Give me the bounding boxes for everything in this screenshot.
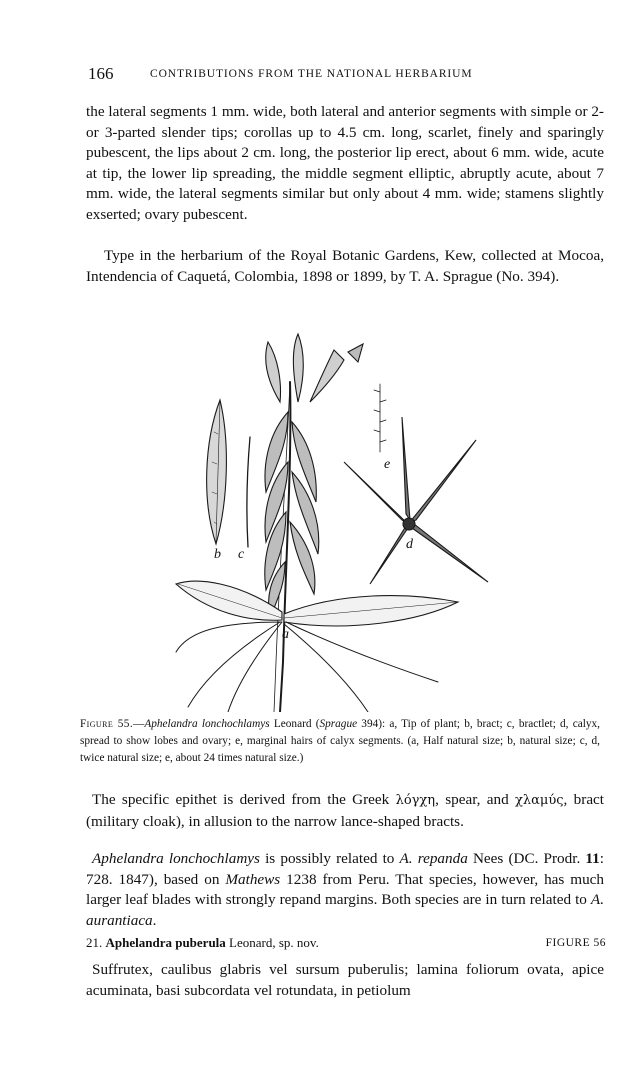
page-number: 166 — [88, 64, 114, 83]
species-heading — [86, 933, 606, 953]
species-name-lonchochlamys: Aphelandra lonchochlamys — [92, 850, 260, 867]
caption-author: Leonard ( — [269, 718, 320, 730]
figure-label-a: a — [282, 627, 289, 642]
caption-text: 394): a, Tip of plant; b, bract; c, bractlet; d, calyx, spread to show lobes and ovary; e, marginal hairs of calyx segments. (a, Half natural size; b, natural size; c, d, twice natural size; e, about 24 times natural size.) — [80, 718, 600, 764]
paragraph-description-continued: the lateral segments 1 mm. wide, both lateral and anterior segments with simple or 2- or 3-parted slender tips; corollas up to 4.5 cm. long, scarlet, finely and sparingly pubescent, the lips about 2 cm. long, the posterior lip erect, about 6 mm. wide, acute at tip, the lower lip spreading, the middle segment elliptic, abruptly acute, about 7 mm. wide, the lateral segments similar but only about 4 mm. wide; stamens slightly exserted; ovary pubescent. — [86, 103, 604, 223]
plant-illustration — [158, 322, 508, 712]
etymology-text-2: , spear, and — [435, 791, 509, 808]
species-title: Aphelandra puberula — [105, 935, 226, 950]
paragraph-latin-description: Suffrutex, caulibus glabris vel sursum puberulis; lamina foliorum ovata, apice acuminata, basi subcordata vel rotundata, in petiolum — [86, 961, 604, 999]
figure-reference: FIGURE 56 — [545, 937, 606, 949]
calyx-drawing — [344, 417, 488, 584]
relationship-text-2: Nees (DC. Prodr. — [467, 850, 586, 867]
greek-word-spear: λόγχη — [395, 793, 436, 808]
caption-collector: Sprague — [319, 718, 358, 730]
relationship-text-5: . — [152, 911, 157, 929]
calyx-hairs-drawing — [374, 384, 386, 452]
caption-figure-label: Figure 55. — [80, 718, 134, 730]
page-header — [88, 64, 604, 86]
caption-species: Aphelandra lonchochlamys — [144, 718, 270, 730]
species-name-aurantiaca: A. aurantiaca — [86, 891, 604, 929]
species-authority: Leonard, sp. nov. — [225, 935, 319, 950]
figure-label-b: b — [214, 547, 221, 562]
relationship-text-3: : 728. 1847), based on — [86, 850, 604, 888]
paragraph-type-locality: Type in the herbarium of the Royal Botanic Gardens, Kew, collected at Mocoa, Intendencia of Caquetá, Colombia, 1898 or 1899, by T. A. Sprague (No. 394). — [86, 247, 604, 285]
volume-number: 11 — [585, 850, 600, 867]
etymology-text-1: The specific epithet is derived from the Greek — [92, 791, 390, 808]
species-name-repanda: A. repanda — [399, 850, 468, 867]
collector-mathews: Mathews — [225, 870, 281, 888]
paragraph-etymology — [86, 790, 604, 832]
running-title: CONTRIBUTIONS FROM THE NATIONAL HERBARIUM — [150, 68, 473, 80]
bract-drawing — [207, 400, 227, 544]
species-number: 21. — [86, 935, 103, 950]
greek-word-cloak: χλαμύς — [515, 793, 564, 808]
relationship-text-4: 1238 from Peru. That species, however, has much larger leaf blades with strongly repand margins. Both species are in turn related to — [86, 870, 604, 909]
figure-label-c: c — [238, 547, 245, 562]
figure-label-e: e — [384, 457, 391, 472]
paragraph-relationships — [86, 849, 604, 931]
relationship-text-1: is possibly related to — [259, 850, 400, 867]
figure-label-d: d — [406, 537, 413, 552]
bractlet-drawing — [247, 437, 250, 547]
etymology-text-3: , bract (military cloak), in allusion to the narrow lance-shaped bracts. — [86, 791, 605, 830]
caption-dash: — — [133, 718, 145, 730]
figure-caption — [80, 716, 600, 766]
